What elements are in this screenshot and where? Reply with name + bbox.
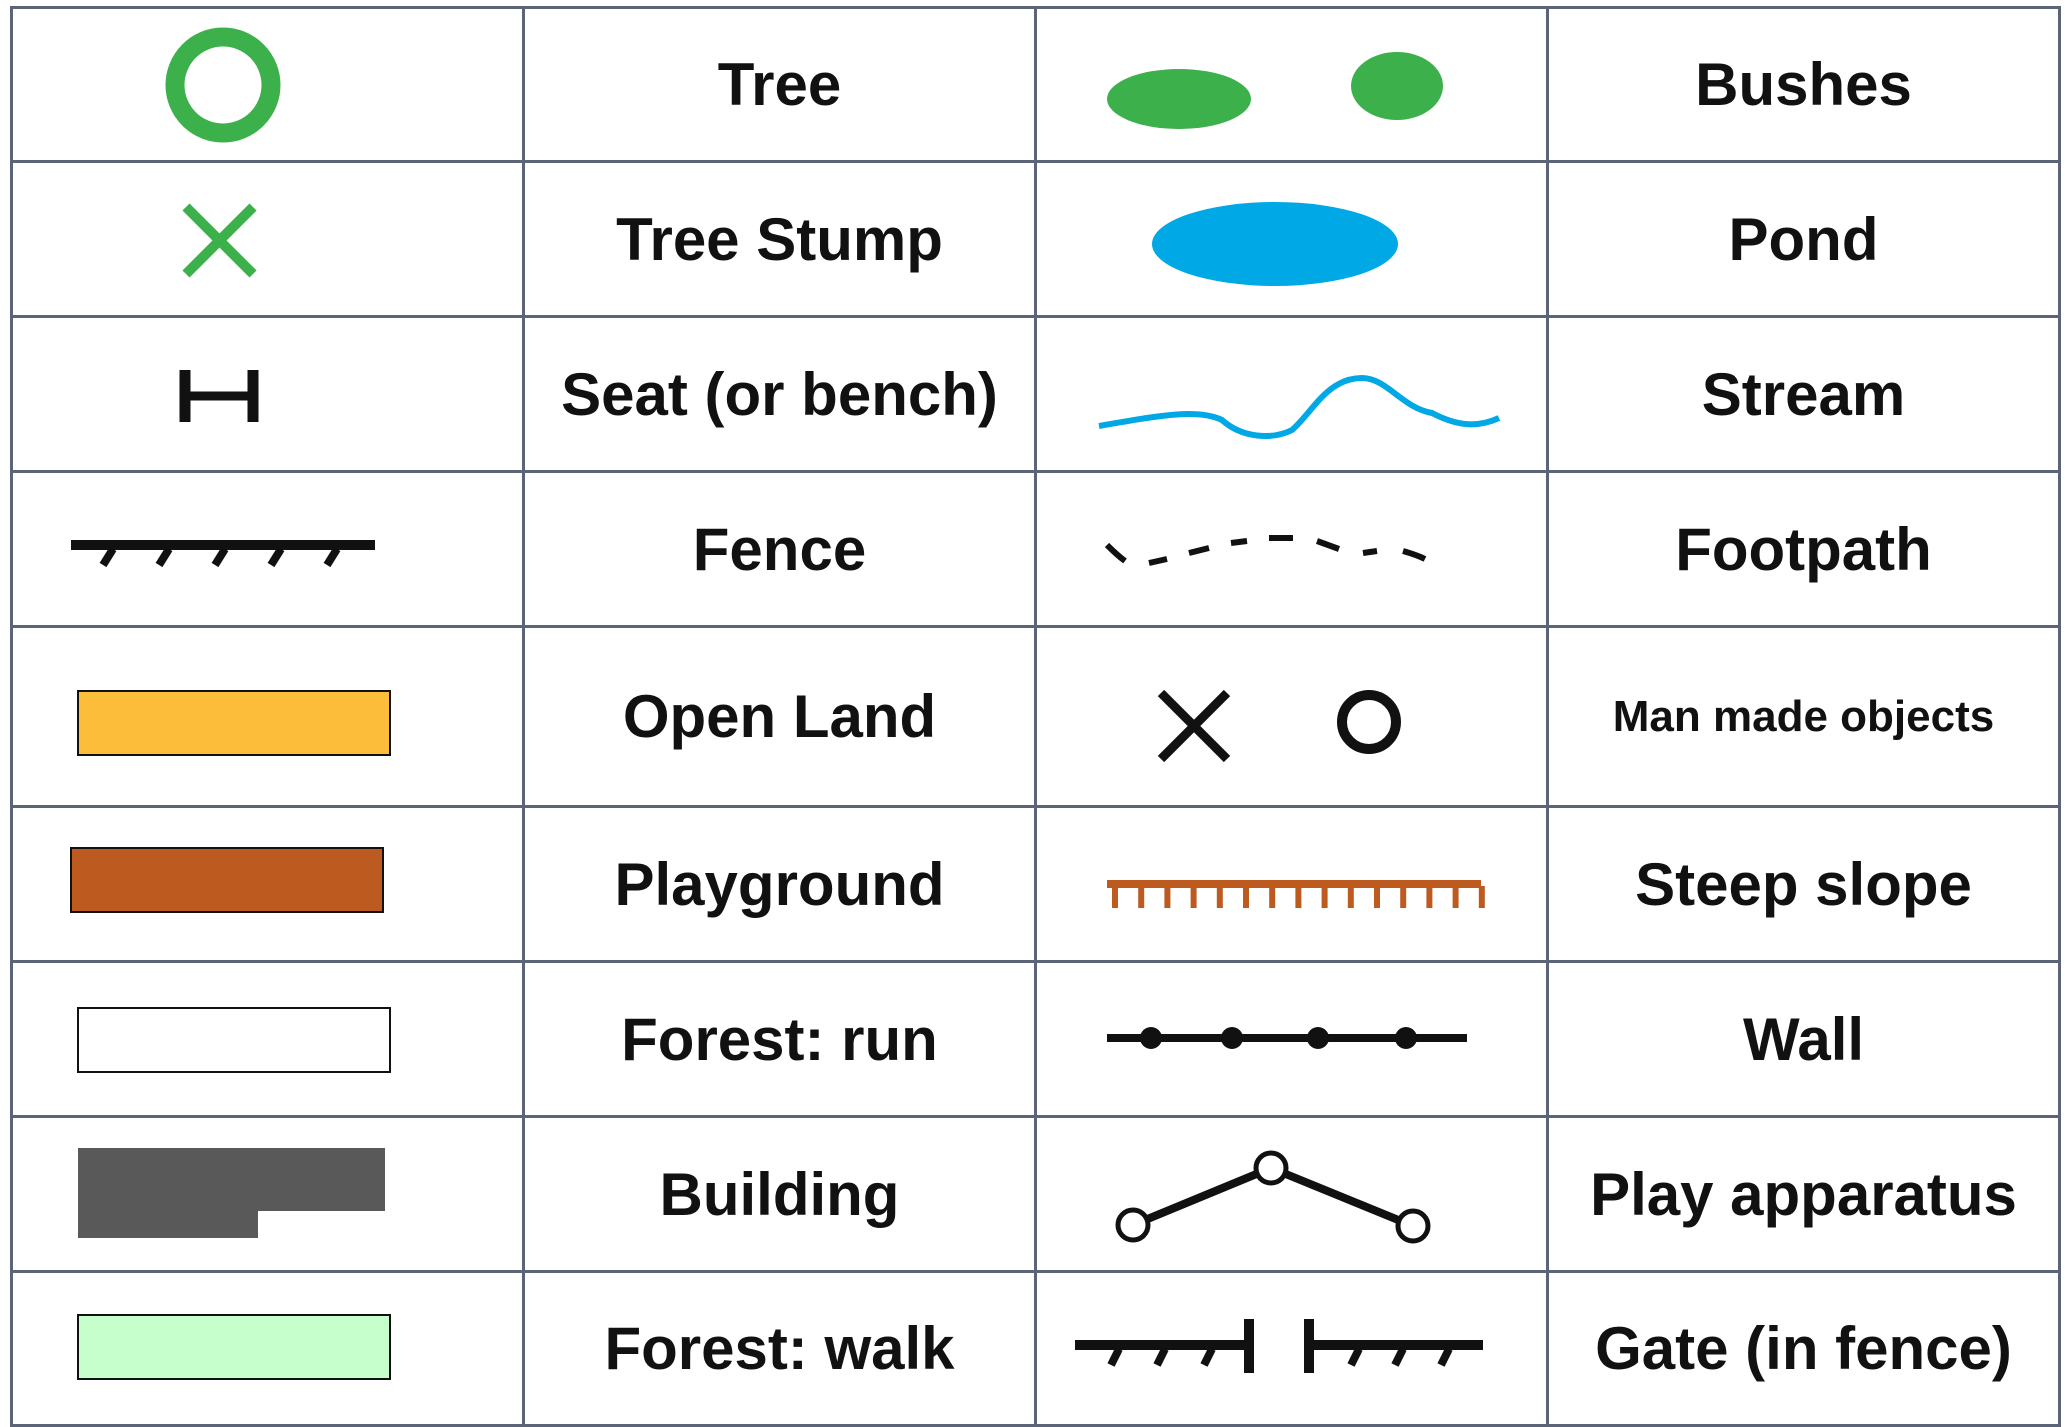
gate-symbol-cell bbox=[1036, 1272, 1548, 1426]
legend-label: Steep slope bbox=[1548, 807, 2060, 962]
legend-label: Seat (or bench) bbox=[524, 317, 1036, 472]
legend-row bbox=[12, 627, 2060, 807]
legend-label: Pond bbox=[1548, 162, 2060, 317]
legend-label: Bushes bbox=[1548, 8, 2060, 162]
open-land-swatch-cell bbox=[12, 627, 524, 807]
stream-symbol-cell bbox=[1036, 317, 1548, 472]
legend-label: Open Land bbox=[524, 627, 1036, 807]
building-symbol-cell bbox=[12, 1117, 524, 1272]
building-symbol bbox=[13, 1118, 525, 1273]
pond-symbol-cell bbox=[1036, 162, 1548, 317]
pond-symbol bbox=[1037, 163, 1549, 318]
legend-label: Fence bbox=[524, 472, 1036, 627]
steep-slope-symbol bbox=[1037, 808, 1549, 963]
wall-symbol bbox=[1037, 963, 1549, 1118]
tree-stump-symbol-cell bbox=[12, 162, 524, 317]
legend-row bbox=[12, 8, 2060, 162]
legend-row bbox=[12, 962, 2060, 1117]
forest-walk-swatch-cell bbox=[12, 1272, 524, 1426]
legend-row bbox=[12, 472, 2060, 627]
playground-swatch bbox=[13, 808, 525, 963]
bushes-symbol bbox=[1037, 9, 1549, 163]
bushes-symbol-cell bbox=[1036, 8, 1548, 162]
playground-swatch-cell bbox=[12, 807, 524, 962]
tree-stump-symbol bbox=[13, 163, 525, 318]
gate-symbol bbox=[1037, 1273, 1549, 1427]
legend-row bbox=[12, 317, 2060, 472]
legend-row bbox=[12, 807, 2060, 962]
open-land-swatch bbox=[13, 628, 525, 808]
play-apparatus-symbol-cell bbox=[1036, 1117, 1548, 1272]
tree-symbol-cell bbox=[12, 8, 524, 162]
legend-label: Tree bbox=[524, 8, 1036, 162]
legend-label: Playground bbox=[524, 807, 1036, 962]
forest-walk-swatch bbox=[13, 1273, 525, 1427]
fence-symbol-cell bbox=[12, 472, 524, 627]
tree-symbol bbox=[13, 9, 525, 163]
legend-label: Wall bbox=[1548, 962, 2060, 1117]
legend-label: Building bbox=[524, 1117, 1036, 1272]
legend-label: Stream bbox=[1548, 317, 2060, 472]
map-symbol-legend-table bbox=[10, 6, 2061, 1427]
footpath-symbol bbox=[1037, 473, 1549, 628]
seat-symbol-cell bbox=[12, 317, 524, 472]
wall-symbol-cell bbox=[1036, 962, 1548, 1117]
legend-label: Forest: walk bbox=[524, 1272, 1036, 1426]
stream-symbol bbox=[1037, 318, 1549, 473]
forest-run-swatch bbox=[13, 963, 525, 1118]
steep-slope-symbol-cell bbox=[1036, 807, 1548, 962]
legend-row bbox=[12, 1117, 2060, 1272]
play-apparatus-symbol bbox=[1037, 1118, 1549, 1273]
legend-label: Play apparatus bbox=[1548, 1117, 2060, 1272]
legend-label: Tree Stump bbox=[524, 162, 1036, 317]
man-made-objects-symbol bbox=[1037, 628, 1549, 808]
seat-symbol bbox=[13, 318, 525, 473]
legend-label: Forest: run bbox=[524, 962, 1036, 1117]
legend-row bbox=[12, 162, 2060, 317]
legend-label: Man made objects bbox=[1548, 627, 2060, 807]
legend-row bbox=[12, 1272, 2060, 1426]
legend-label: Footpath bbox=[1548, 472, 2060, 627]
man-made-objects-symbol-cell bbox=[1036, 627, 1548, 807]
forest-run-swatch-cell bbox=[12, 962, 524, 1117]
fence-symbol bbox=[13, 473, 525, 628]
footpath-symbol-cell bbox=[1036, 472, 1548, 627]
legend-label: Gate (in fence) bbox=[1548, 1272, 2060, 1426]
